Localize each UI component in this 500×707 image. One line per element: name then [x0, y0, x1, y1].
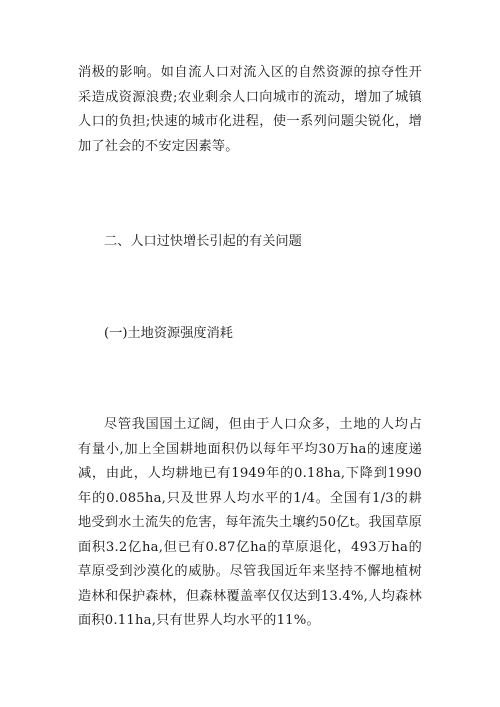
section-heading: 二、人口过快增长引起的有关问题 — [104, 234, 302, 249]
body-paragraph-intro: 消极的影响。如自流人口对流入区的自然资源的掠夺性开采造成资源浪费;农业剩余人口向城市的流动，增加了城镇人口的负担;快速的城市化进程，使一系列问题尖锐化，增加了社会的不安定因素等。 — [78, 65, 422, 154]
subsection-heading: (一)土地资源强度消耗 — [104, 326, 233, 341]
body-paragraph-land-resources: 尽管我国国土辽阔，但由于人口众多，土地的人均占有量小,加上全国耕地面积仍以每年平均30万ha的速度递减，由此，人均耕地已有1949年的0.18ha,下降到1990年的0.085ha,只及世界人均水平的1/4。全国有1/3的耕地受到水土流失的危害，每年流失土壤约50亿t。我国草原面积3.2亿ha,但已有0.87亿ha的草原退化，493万ha的草原受到沙漠化的威胁。尽管我国近年来坚持不懈地植树造林和保护森林，但森林覆盖率仅仅达到13.4%,人均森林面积0.11ha,只有世界人均水平的11%。 — [78, 417, 422, 628]
